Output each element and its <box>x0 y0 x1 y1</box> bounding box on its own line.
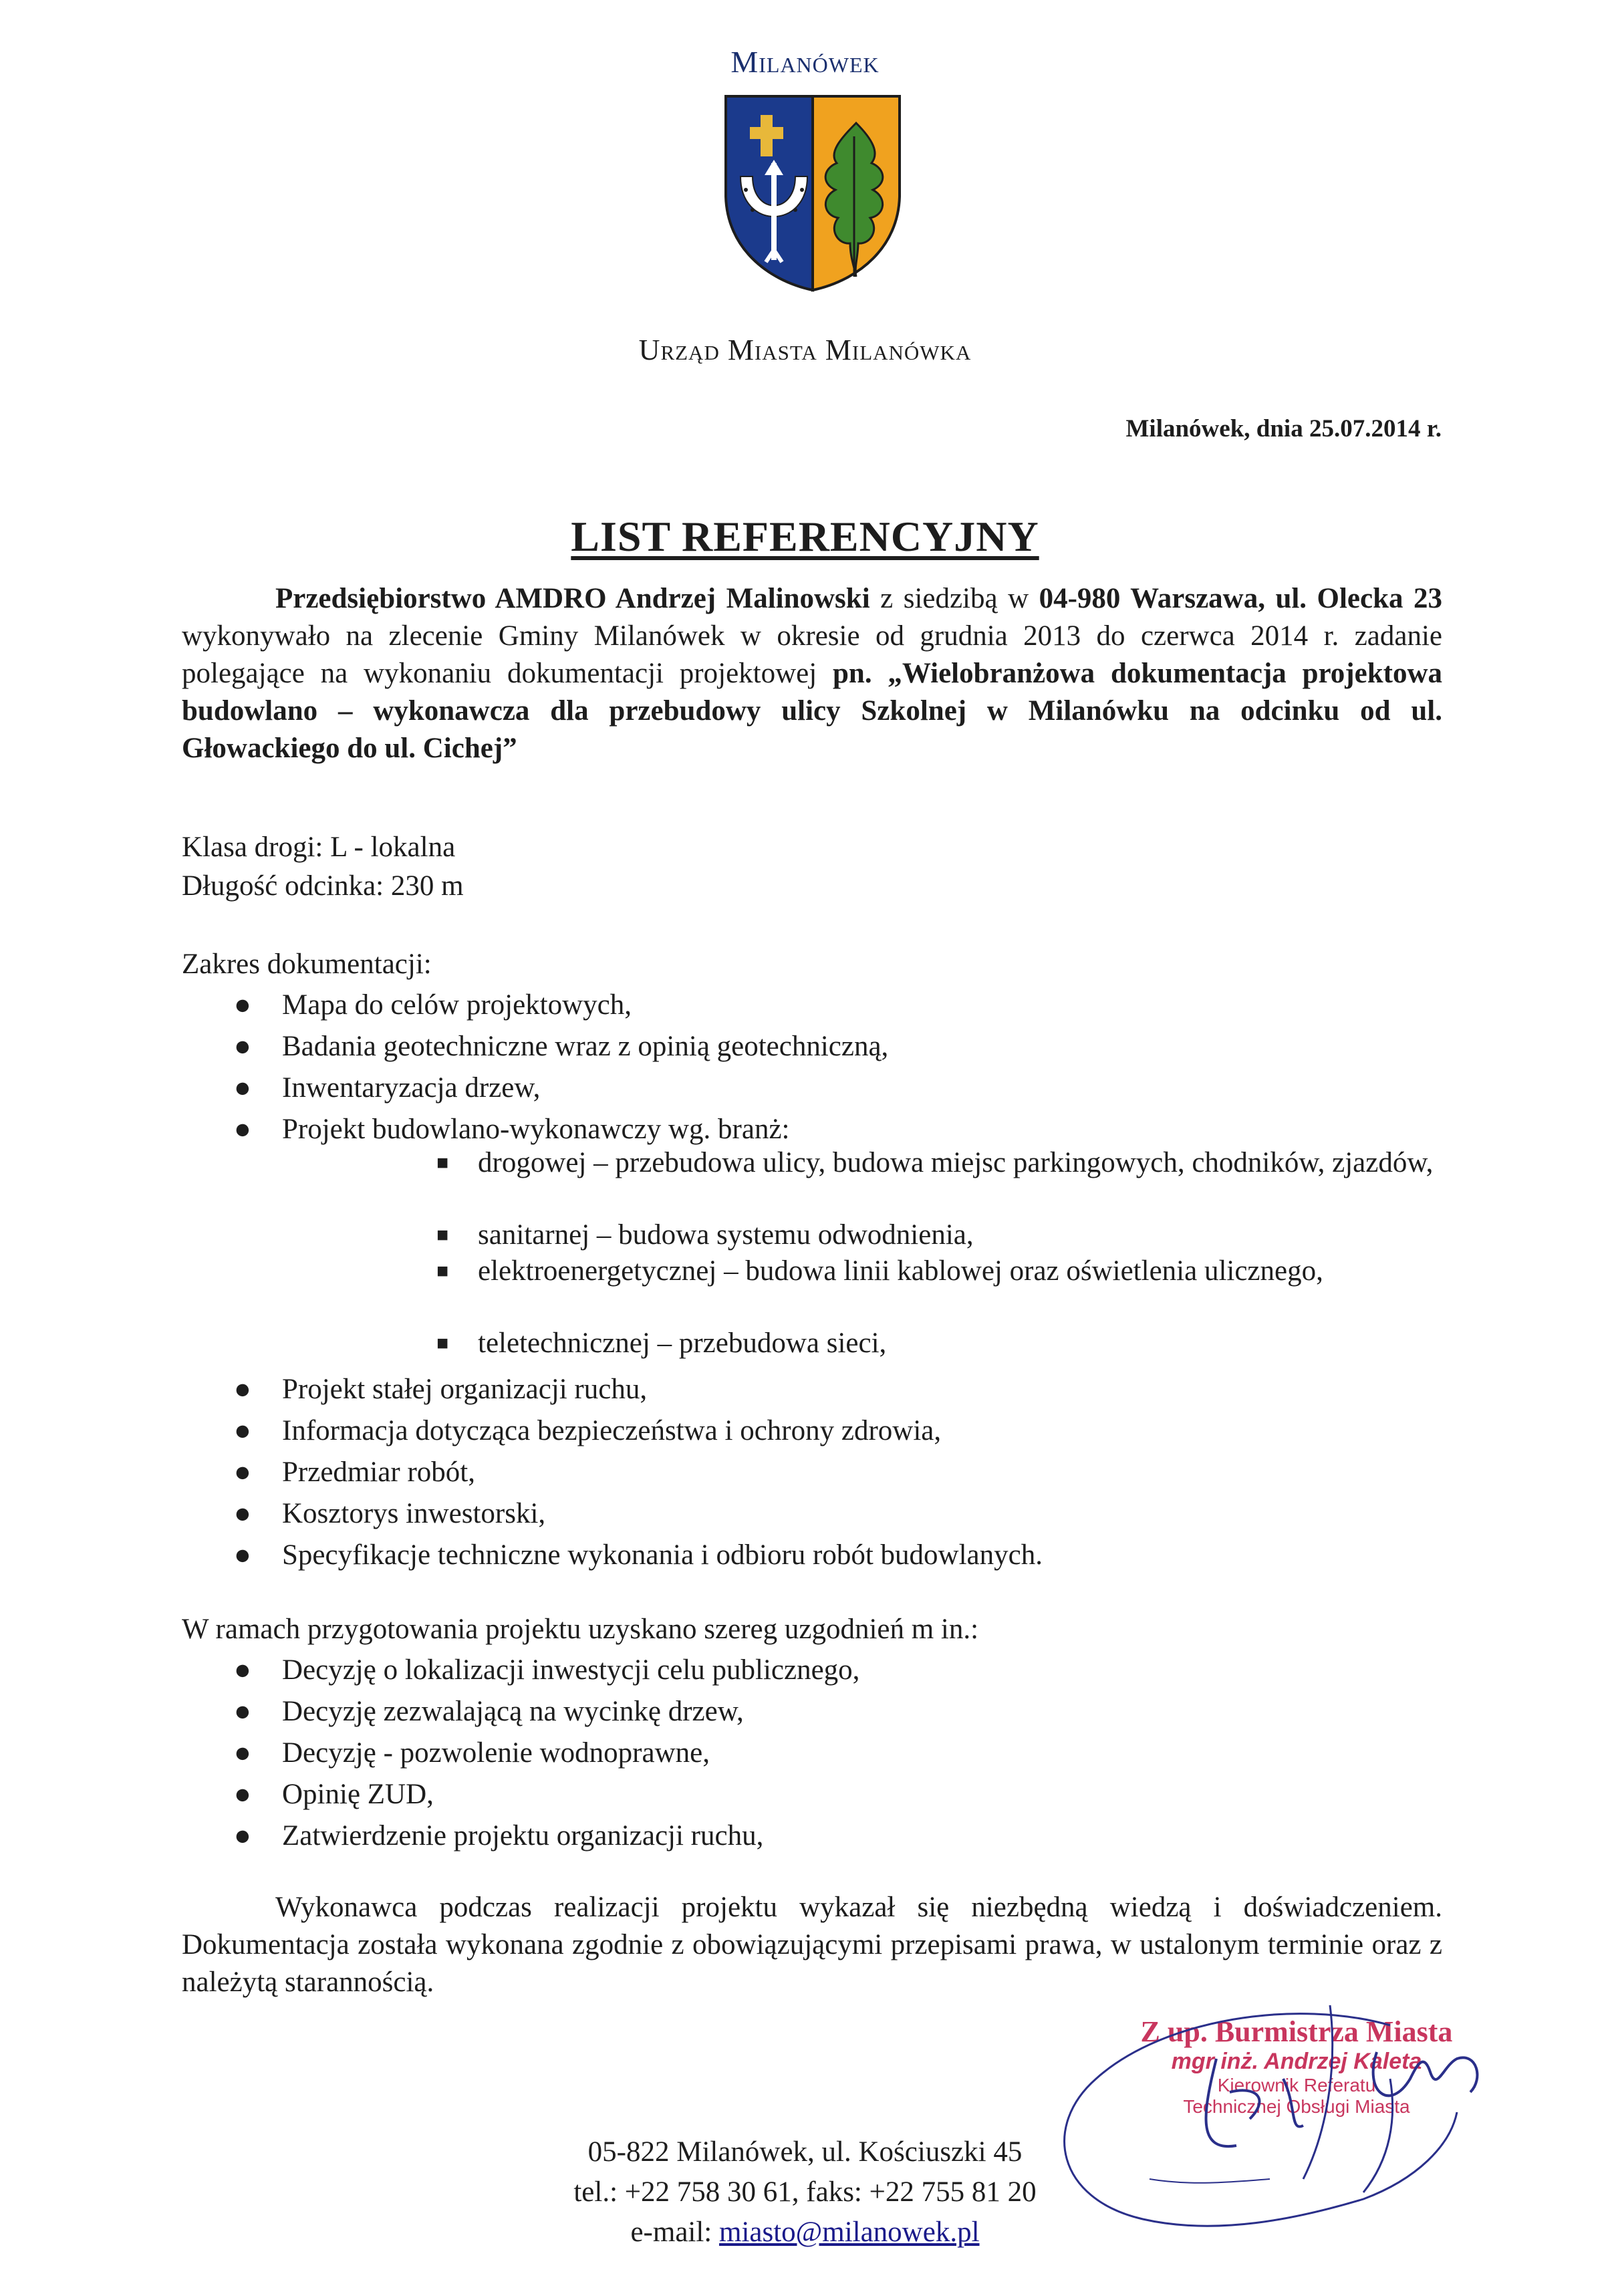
list-item: ● Kosztorys inwestorski, <box>234 1498 546 1529</box>
list-item: ● Badania geotechniczne wraz z opinią geotechniczną, <box>234 1031 889 1062</box>
list-item: ● Inwentaryzacja drzew, <box>234 1072 541 1104</box>
sub-list-item: ■ teletechnicznej – przebudowa sieci, <box>436 1327 887 1359</box>
project-name: pn. „Wielobranżowa dokumentacja projektowa budowlano – wykonawcza dla przebudowy ulicy Szkolnej w Milanówku na odcinku od ul. Głowackiego do ul. Cichej” <box>182 658 1443 764</box>
email-label: e-mail: <box>630 2216 719 2248</box>
document-date: Milanówek, dnia 25.07.2014 r. <box>1125 415 1442 442</box>
coat-of-arms-emblem <box>712 90 913 297</box>
footer-address: 05-822 Milanówek, ul. Kościuszki 45 <box>587 2136 1023 2168</box>
intro-text-1: z siedzibą w <box>869 583 1039 614</box>
sub-list-item: ■ elektroenergetycznej – budowa linii kablowej oraz oświetlenia ulicznego, <box>436 1255 1323 1287</box>
list-item: ● Informacja dotycząca bezpieczeństwa i ochrony zdrowia, <box>234 1415 942 1446</box>
road-class: Klasa drogi: L - lokalna <box>182 832 456 863</box>
list-item: ● Decyzję - pozwolenie wodnoprawne, <box>234 1737 710 1769</box>
closing-paragraph: Wykonawca podczas realizacji projektu wykazał się niezbędną wiedzą i doświadczeniem. Dokumentacja została wykonana zgodnie z obowiązującymi przepisami prawa, w ustalonym terminie oraz z należytą starannością. <box>182 1892 1442 1998</box>
stamp-line: Technicznej Obsługi Miasta <box>1183 2096 1410 2117</box>
stamp-line: mgr inż. Andrzej Kaleta <box>1171 2049 1422 2074</box>
intro-paragraph <box>182 580 1442 767</box>
footer-email <box>0 2212 1610 2253</box>
town-name: Milanówek <box>730 45 880 79</box>
stamp-line: Kierownik Referatu <box>1217 2075 1376 2095</box>
list-item: ● Przedmiar robót, <box>234 1456 475 1488</box>
stamp-line: Z up. Burmistrza Miasta <box>1140 2015 1453 2048</box>
company-name: Przedsiębiorstwo AMDRO Andrzej Malinowski <box>275 583 870 614</box>
list-item: ● Decyzję o lokalizacji inwestycji celu publicznego, <box>234 1654 860 1686</box>
intro-text-2: wykonywało na zlecenie Gminy Milanówek w okresie od grudnia 2013 do czerwca 2014 r. zadanie polegające na wykonaniu dokumentacji projektowej <box>182 620 1442 689</box>
list-item: ● Mapa do celów projektowych, <box>234 989 632 1021</box>
list-item: ● Specyfikacje techniczne wykonania i odbioru robót budowlanych. <box>234 1539 1043 1571</box>
company-address: 04-980 Warszawa, ul. Olecka 23 <box>1039 583 1443 614</box>
agreements-heading: W ramach przygotowania projektu uzyskano szereg uzgodnień m in.: <box>182 1614 979 1645</box>
section-length: Długość odcinka: 230 m <box>182 870 464 902</box>
list-item: ● Decyzję zezwalającą na wycinkę drzew, <box>234 1696 744 1727</box>
list-item: ● Projekt budowlano-wykonawczy wg. branż: <box>234 1114 790 1145</box>
office-name: Urząd Miasta Milanówka <box>638 334 972 366</box>
scope-heading: Zakres dokumentacji: <box>182 948 432 980</box>
email-link[interactable]: miasto@milanowek.pl <box>719 2216 980 2248</box>
list-item: ● Zatwierdzenie projektu organizacji ruchu, <box>234 1820 764 1852</box>
list-item: ● Opinię ZUD, <box>234 1779 434 1810</box>
sub-list-item: ■ drogowej – przebudowa ulicy, budowa miejsc parkingowych, chodników, zjazdów, <box>436 1147 1434 1178</box>
footer-phone: tel.: +22 758 30 61, faks: +22 755 81 20 <box>573 2176 1037 2208</box>
list-item: ● Projekt stałej organizacji ruchu, <box>234 1374 648 1405</box>
document-title: LIST REFERENCYJNY <box>571 513 1039 560</box>
sub-list-item: ■ sanitarnej – budowa systemu odwodnienia, <box>436 1219 974 1251</box>
